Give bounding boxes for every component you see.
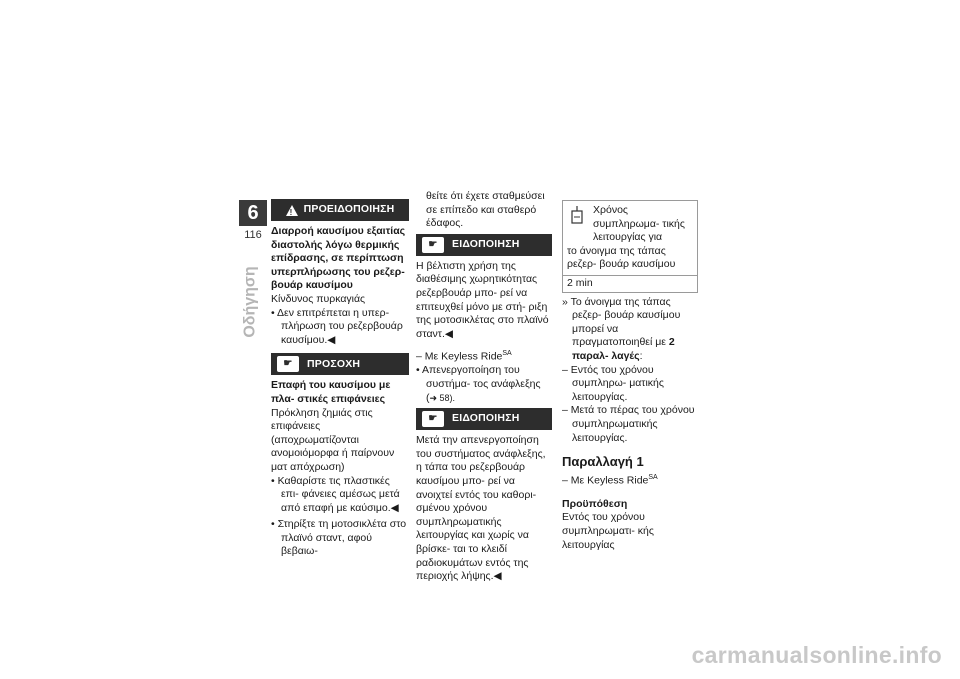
page-number: 116 [244, 229, 262, 241]
page-reference: ➜ 58). [429, 392, 456, 403]
step-1: » Το άνοιγμα της τάπας ρεζερ- βουάρ καυσίμου μπορεί να πραγματοποιηθεί με 2 παραλ- λαγές: [562, 295, 681, 362]
caution-bullet-1: • Καθαρίστε τις πλαστικές επι- φάνειες αμέσως μετά από επαφή με καύσιμο.◀ [271, 474, 400, 514]
warning-triangle-icon [286, 205, 298, 216]
warning-heading: Διαρροή καυσίμου εξαιτίας διαστολής λόγω θερμικής επίδρασης, σε περίπτωση υπερπλήρωσης του ρεζερ- βουάρ καυσίμου [271, 225, 406, 292]
step-3: – Μετά το πέρας του χρόνου συμπληρωματικής λειτουργίας. [562, 404, 695, 444]
caution-text: Πρόκληση ζημιάς στις επιφάνειες (αποχρωματίζονται ανομοιόμορφα ή παίρνουν ματ απόχρωση) [271, 406, 395, 473]
box-text-2: το άνοιγμα της τάπας ρεζερ- βουάρ καυσίμου [567, 244, 676, 271]
notice-banner-2-label: ΕΙΔΟΠΟΙΗΣΗ [452, 412, 520, 425]
caution-heading: Επαφή του καυσίμου με πλα- στικές επιφάνειες [271, 379, 391, 405]
keyless-option: – Με Keyless Ride$^{SA}$ [416, 350, 512, 363]
step-2: – Εντός του χρόνου συμπληρω- ματικής λειτουργίας. [562, 363, 664, 403]
column-1 [271, 199, 409, 559]
caution-banner [271, 353, 409, 375]
warning-banner [271, 199, 409, 221]
hand-icon: ☛ [277, 356, 299, 372]
deactivate-bullet: • Απενεργοποίηση του συστήμα- τος ανάφλεξης (➜ 58). [416, 364, 541, 404]
column-2 [416, 190, 552, 584]
chapter-number: 6 [239, 200, 267, 226]
notice-banner-1 [416, 234, 552, 256]
notice-banner-2 [416, 408, 552, 430]
box-value: 2 min [563, 275, 697, 292]
continued-text: θείτε ότι έχετε σταθμεύσει σε επίπεδο και σταθερό έδαφος. [426, 190, 545, 230]
notice-banner-1-label: ΕΙΔΟΠΟΙΗΣΗ [452, 237, 520, 250]
chapter-title [226, 262, 276, 342]
warning-bullet: • Δεν επιτρέπεται η υπερ- πλήρωση του ρεζερβουάρ καυσίμου.◀ [271, 306, 403, 346]
chapter-tab [239, 200, 267, 241]
notice-1-text: Η βέλτιστη χρήση της διαθέσιμης χωρητικότητας ρεζερβουάρ μπο- ρεί να επιτευχθεί μόνο με στή- ριξη της μοτοσικλέτας στο πλαϊνό σταντ.◀ [416, 259, 549, 340]
fuel-cap-timer-icon [569, 205, 585, 225]
hand-icon: ☛ [422, 411, 444, 427]
prerequisite-title: Προϋπόθεση [562, 497, 628, 510]
hand-icon: ☛ [422, 237, 444, 253]
caution-banner-label: ΠΡΟΣΟΧΗ [307, 357, 361, 370]
warning-banner-label: ΠΡΟΕΙΔΟΠΟΙΗΣΗ [303, 203, 395, 216]
keyless-option: – Με Keyless Ride$^{SA}$ [562, 473, 658, 487]
section-title: Παραλλαγή 1 [562, 454, 644, 470]
watermark: carmanualsonline.info [691, 642, 942, 668]
info-box [562, 200, 698, 293]
caution-bullet-2: • Στηρίξτε τη μοτοσικλέτα στο πλαϊνό σταντ, αφού βεβαιω- [271, 518, 407, 558]
notice-2-text: Μετά την απενεργοποίηση του συστήματος ανάφλεξης, η τάπα του ρεζερβουάρ καυσίμου μπο- ρεί να ανοιχτεί εντός του καθορι- σμένου χρόνου συμπληρωματικής λειτουργίας και χωρίς να βρίσκε- ται το κλειδί ραδιοκυμάτων εντός της περιοχής λήψης.◀ [416, 434, 546, 583]
prerequisite-text: Εντός του χρόνου συμπληρωματι- κής λειτουργίας [562, 511, 654, 551]
chapter-title-text: Οδήγηση [242, 266, 259, 338]
warning-risk: Κίνδυνος πυρκαγιάς [271, 292, 366, 305]
box-text-1: Χρόνος συμπληρωμα- τικής λειτουργίας για [593, 204, 685, 244]
column-3 [562, 200, 698, 552]
